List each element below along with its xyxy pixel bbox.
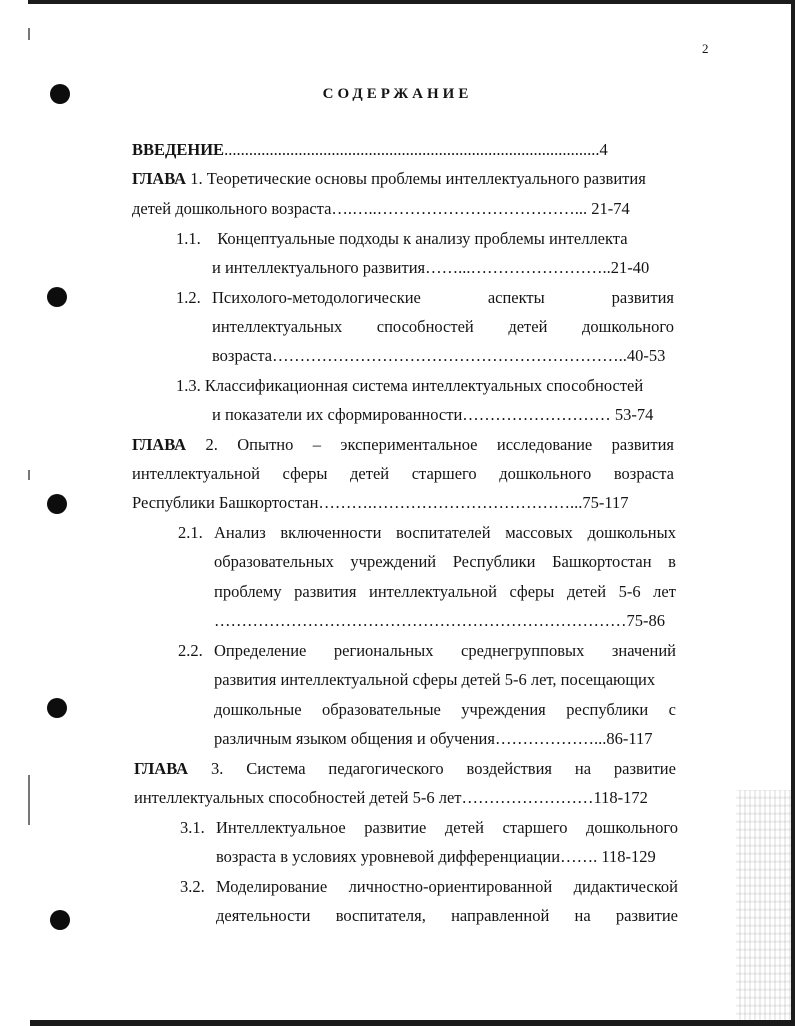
word: дошкольных xyxy=(587,523,676,542)
word: на xyxy=(574,759,592,778)
toc-entry-section-3-1-cont xyxy=(216,847,678,867)
word: Моделирование xyxy=(216,877,328,896)
toc-entry-section-3-1 xyxy=(216,818,678,838)
word: дошкольные xyxy=(214,700,302,719)
toc-dots: ……...…………………….. xyxy=(425,258,611,277)
chapter-label: ГЛАВА xyxy=(132,435,187,454)
chapter-label: ГЛАВА xyxy=(132,169,187,188)
section-title: Концептуальные подходы к анализу проблемы интеллекта xyxy=(217,229,628,248)
word: Башкортостан xyxy=(552,552,652,571)
chapter-title-cont: интеллектуальных способностей детей 5-6 лет xyxy=(134,788,462,807)
toc-entry-section-3-2-cont xyxy=(216,906,678,926)
scan-border-top xyxy=(28,0,795,4)
word: развития xyxy=(611,435,674,454)
word: педагогического xyxy=(328,759,444,778)
word: образовательные xyxy=(321,700,441,719)
word: старшего xyxy=(502,818,568,837)
scan-edge-mark xyxy=(28,470,30,480)
toc-entry-chapter-1 xyxy=(132,169,672,189)
scan-border-bottom xyxy=(30,1020,795,1026)
word: способностей xyxy=(376,317,474,336)
toc-entry-section-2-1 xyxy=(214,523,676,543)
toc-entry-section-1-2 xyxy=(212,288,674,308)
toc-page-ref: 4 xyxy=(599,140,608,159)
scan-edge-mark xyxy=(28,775,30,825)
toc-entry-section-2-2 xyxy=(214,641,676,661)
toc-entry-section-1-1-cont xyxy=(212,258,672,278)
word: Опытно xyxy=(237,435,294,454)
word: интеллектуальных xyxy=(212,317,343,336)
section-title-cont: возраста xyxy=(212,346,273,365)
toc-entry-chapter-3-cont xyxy=(134,788,676,808)
word: с xyxy=(668,700,676,719)
toc-entry-section-1-3 xyxy=(176,376,676,396)
word: старшего xyxy=(411,464,477,483)
word: значений xyxy=(611,641,676,660)
toc-entry-section-2-2-cont xyxy=(214,670,676,690)
toc-page-ref: 21-74 xyxy=(591,199,630,218)
page-number: 2 xyxy=(702,41,709,56)
toc-entry-section-2-2-end xyxy=(214,729,676,749)
word: личностно-ориентированной xyxy=(348,877,553,896)
section-number: 1.3. xyxy=(176,376,201,395)
word: Определение xyxy=(214,641,307,660)
toc-page-ref: 53-74 xyxy=(614,405,654,424)
word: – xyxy=(312,435,322,454)
punch-hole-icon xyxy=(50,910,70,930)
word: в xyxy=(668,552,676,571)
section-title-cont: развития интеллектуальной сферы детей 5-6 лет, посещающих xyxy=(214,670,656,689)
page-title: СОДЕРЖАНИЕ xyxy=(322,86,473,102)
toc-entry-chapter-1-cont xyxy=(132,199,672,219)
toc-dots: ….…..………………………………... xyxy=(331,199,588,218)
toc-page-ref: 40-53 xyxy=(626,346,666,365)
word: включенности xyxy=(280,523,382,542)
toc-dots: ……………………… xyxy=(462,405,611,424)
toc-entry-chapter-2-end xyxy=(132,493,674,513)
scan-border-right xyxy=(791,0,795,1026)
word: образовательных xyxy=(214,552,334,571)
section-number: 1.1. xyxy=(176,229,201,248)
word: воздействия xyxy=(466,759,552,778)
toc-page-ref: 21-40 xyxy=(610,258,650,277)
punch-hole-icon xyxy=(47,698,67,718)
toc-dots: ……………………………………………………….. xyxy=(272,346,627,365)
toc-page-ref: 118-172 xyxy=(593,788,648,807)
chapter-title: 1. Теоретические основы проблемы интеллектуального развития xyxy=(190,169,646,188)
section-number: 3.1. xyxy=(180,818,205,837)
toc-dots: ……. xyxy=(560,847,598,866)
punch-hole-icon xyxy=(47,287,67,307)
word: дидактической xyxy=(573,877,678,896)
section-title: Классификационная система интеллектуальных способностей xyxy=(204,376,644,395)
word: направленной xyxy=(451,906,550,925)
toc-entry-section-2-1-end xyxy=(214,611,676,631)
word: детей xyxy=(350,464,390,483)
toc-entry-section-1-2-end xyxy=(212,346,674,366)
section-title-cont: и интеллектуального развития xyxy=(212,258,426,277)
word: сферы xyxy=(282,464,328,483)
word: интеллектуальной xyxy=(369,582,497,601)
word: массовых xyxy=(505,523,573,542)
word: Анализ xyxy=(214,523,266,542)
toc-entry-intro xyxy=(132,140,672,160)
word: 5-6 xyxy=(618,582,641,601)
toc-entry-section-1-2-cont xyxy=(212,317,674,337)
toc-dots: ………………... xyxy=(494,729,607,748)
word: дошкольного xyxy=(499,464,592,483)
toc-entry-section-2-1-cont xyxy=(214,552,676,572)
toc-dots: …………………… xyxy=(461,788,594,807)
section-number: 2.1. xyxy=(178,523,203,542)
word: лет xyxy=(653,582,676,601)
toc-page-ref: 75-86 xyxy=(626,611,665,630)
word: республики xyxy=(566,700,649,719)
word: на xyxy=(574,906,591,925)
toc-page-ref: 118-129 xyxy=(601,847,656,866)
word: развитие xyxy=(615,906,678,925)
word: развития xyxy=(611,288,674,307)
section-number: 2.2. xyxy=(178,641,203,660)
word: возраста xyxy=(613,464,674,483)
chapter-title-cont: детей дошкольного возраста xyxy=(132,199,332,218)
toc-dots: ………………………………………………………………… xyxy=(214,611,627,630)
word: аспекты xyxy=(487,288,545,307)
word: детей xyxy=(566,582,607,601)
word: дошкольного xyxy=(581,317,674,336)
toc-page-ref: 86-117 xyxy=(606,729,653,748)
section-number: 1.2. xyxy=(176,288,201,307)
word: Интеллектуальное xyxy=(216,818,346,837)
section-title-cont: различным языком общения и обучения xyxy=(214,729,495,748)
toc-entry-section-3-2 xyxy=(216,877,678,897)
scan-noise xyxy=(736,790,791,1020)
word: региональных xyxy=(333,641,434,660)
word: учреждений xyxy=(350,552,437,571)
punch-hole-icon xyxy=(47,494,67,514)
word: развитие xyxy=(613,759,676,778)
toc-entry-section-2-2-cont2 xyxy=(214,700,676,720)
word: исследование xyxy=(496,435,593,454)
word: развития xyxy=(294,582,357,601)
word: Психолого-методологические xyxy=(212,288,421,307)
word: интеллектуальной xyxy=(132,464,260,483)
toc-entry-section-1-1 xyxy=(176,229,656,249)
section-title-cont: и показатели их сформированности xyxy=(212,405,463,424)
toc-dots: ........................................................................................... xyxy=(224,140,600,159)
word: детей xyxy=(444,818,484,837)
word: 3. xyxy=(210,759,224,778)
toc-entry-chapter-2 xyxy=(132,435,674,455)
word: среднегрупповых xyxy=(461,641,585,660)
word: развитие xyxy=(364,818,427,837)
word: 2. xyxy=(205,435,218,454)
toc-entry-section-1-3-cont xyxy=(212,405,674,425)
section-title-cont: возраста в условиях уровневой дифференциации xyxy=(216,847,561,866)
word: Республики xyxy=(452,552,536,571)
word: деятельности xyxy=(216,906,311,925)
word: сферы xyxy=(509,582,555,601)
toc-entry-section-2-1-cont2 xyxy=(214,582,676,602)
word: проблему xyxy=(214,582,282,601)
word: экспериментальное xyxy=(340,435,478,454)
word: дошкольного xyxy=(585,818,678,837)
scan-edge-mark xyxy=(28,28,30,40)
toc-intro-label: ВВЕДЕНИЕ xyxy=(132,140,225,159)
word: воспитателей xyxy=(396,523,491,542)
word: учреждения xyxy=(461,700,546,719)
chapter-title-cont: Республики Башкортостан xyxy=(132,493,319,512)
word: Система xyxy=(246,759,306,778)
toc-dots: ……….………………………………... xyxy=(318,493,583,512)
word: детей xyxy=(508,317,548,336)
chapter-label: ГЛАВА xyxy=(134,759,189,778)
toc-entry-chapter-3 xyxy=(134,759,676,779)
toc-entry-chapter-2-cont xyxy=(132,464,674,484)
section-number: 3.2. xyxy=(180,877,205,896)
word: воспитателя, xyxy=(335,906,426,925)
toc-page-ref: 75-117 xyxy=(582,493,629,512)
